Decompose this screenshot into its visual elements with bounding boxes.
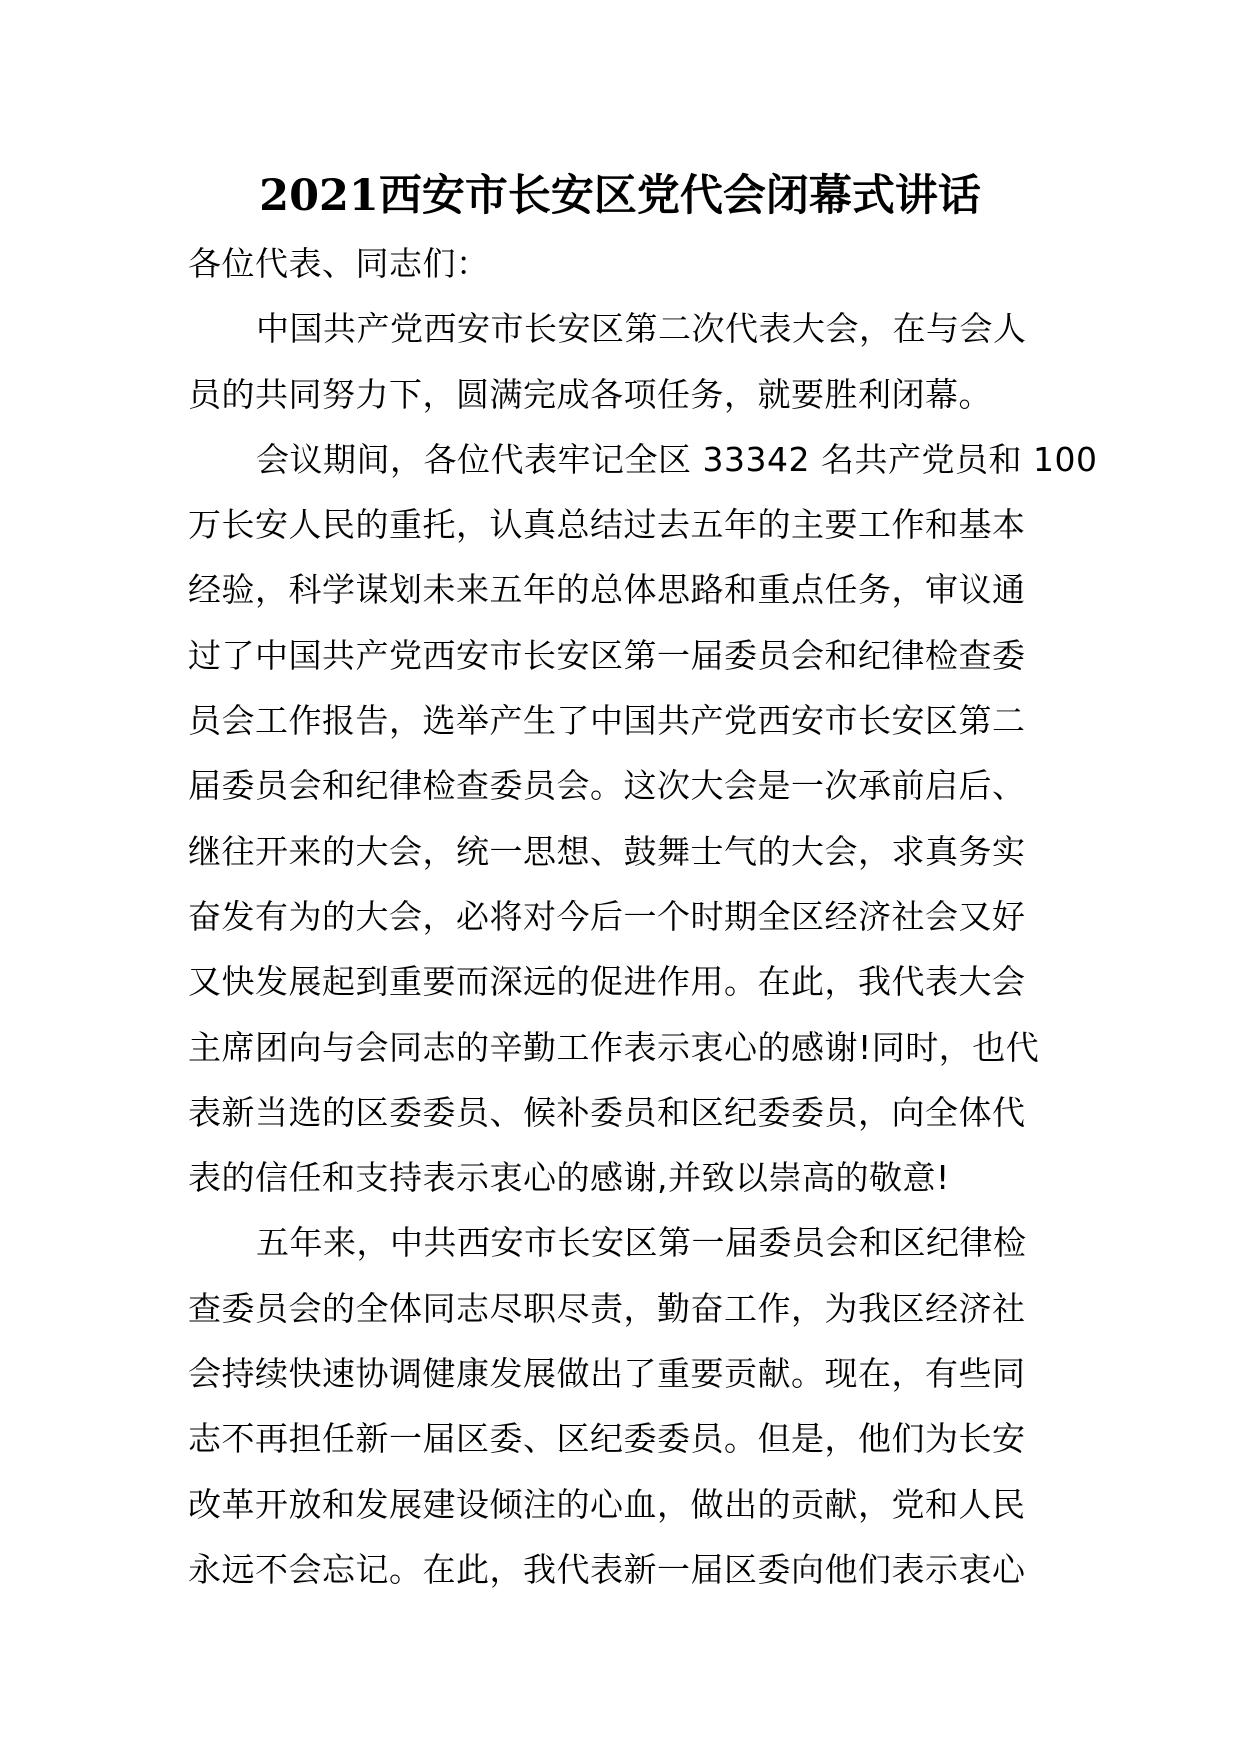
paragraph-2-line-10: 主席团向与会同志的辛勤工作表示衷心的感谢!同时，也代 [188, 1027, 1040, 1067]
paragraph-2-line-11: 表新当选的区委委员、候补委员和区纪委委员，向全体代 [188, 1092, 1026, 1132]
paragraph-2-line-9: 又快发展起到重要而深远的促进作用。在此，我代表大会 [188, 962, 1026, 1002]
paragraph-2-line-2: 万长安人民的重托，认真总结过去五年的主要工作和基本 [188, 505, 1026, 545]
document-title: 2021西安市长安区党代会闭幕式讲话 [259, 171, 981, 221]
paragraph-3-line-4: 志不再担任新一届区委、区纪委委员。但是，他们为长安 [188, 1419, 1026, 1459]
paragraph-2-line-3: 经验，科学谋划未来五年的总体思路和重点任务，审议通 [188, 570, 1026, 610]
salutation-line: 各位代表、同志们： [188, 244, 490, 283]
paragraph-2-line-1: 会议期间，各位代表牢记全区 33342 名共产党员和 100 [256, 439, 1098, 479]
paragraph-2-line-12: 表的信任和支持表示衷心的感谢,并致以崇高的敬意! [188, 1158, 950, 1198]
paragraph-2-line-4: 过了中国共产党西安市长安区第一届委员会和纪律检查委 [188, 635, 1026, 675]
paragraph-3-line-1: 五年来，中共西安市长安区第一届委员会和区纪律检 [256, 1223, 1027, 1263]
paragraph-1-line-1: 中国共产党西安市长安区第二次代表大会，在与会人 [256, 309, 1027, 349]
paragraph-1-line-2: 员的共同努力下，圆满完成各项任务，就要胜利闭幕。 [188, 374, 992, 414]
paragraph-3-line-2: 查委员会的全体同志尽职尽责，勤奋工作，为我区经济社 [188, 1288, 1026, 1328]
paragraph-2-line-6: 届委员会和纪律检查委员会。这次大会是一次承前启后、 [188, 766, 1026, 806]
paragraph-3-line-5: 改革开放和发展建设倾注的心血，做出的贡献，党和人民 [188, 1484, 1026, 1524]
paragraph-2-line-7: 继往开来的大会，统一思想、鼓舞士气的大会，求真务实 [188, 831, 1026, 871]
document-body [188, 231, 1098, 1602]
paragraph-3-line-3: 会持续快速协调健康发展做出了重要贡献。现在，有些同 [188, 1354, 1026, 1394]
paragraph-2-line-8: 奋发有为的大会，必将对今后一个时期全区经济社会又好 [188, 896, 1026, 936]
paragraph-2-line-5: 员会工作报告，选举产生了中国共产党西安市长安区第二 [188, 701, 1026, 741]
paragraph-3-line-6: 永远不会忘记。在此，我代表新一届区委向他们表示衷心 [188, 1549, 1026, 1589]
